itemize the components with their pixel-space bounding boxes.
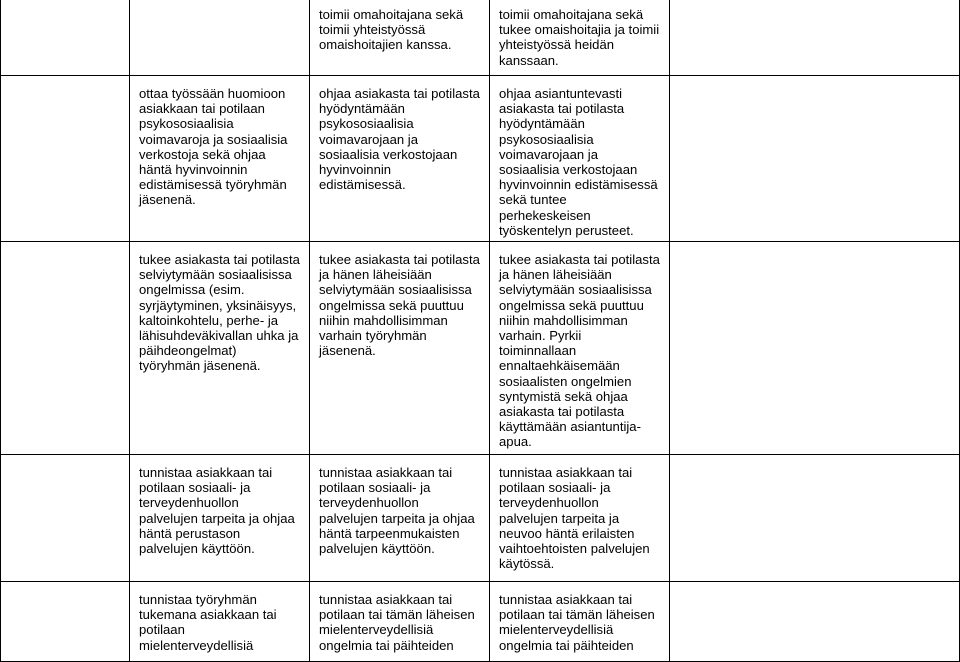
table-cell <box>310 455 490 582</box>
table-cell-empty <box>670 582 960 662</box>
table-cell-empty <box>1 455 130 582</box>
cell-text: toimii omahoitajana sekä toimii yhteistyössä omaishoitajien kanssa. <box>319 7 464 53</box>
table-cell <box>310 242 490 455</box>
table-cell <box>490 455 670 582</box>
table-cell-empty <box>1 76 130 242</box>
table-cell-empty <box>670 76 960 242</box>
table-cell <box>130 0 310 76</box>
cell-text: ottaa työssään huomioon asiakkaan tai potilaan psykososiaalisia voimavaroja ja sosiaalisia verkostoja sekä ohjaa häntä hyvinvoinnin edistämisessä työryhmän jäsenenä. <box>139 86 288 208</box>
table-cell <box>490 76 670 242</box>
table-cell <box>310 582 490 662</box>
table-cell-empty <box>670 455 960 582</box>
table-cell <box>310 76 490 242</box>
table-cell <box>490 242 670 455</box>
cell-text: toimii omahoitajana sekä tukee omaishoitajia ja toimii yhteistyössä heidän kanssaan. <box>499 7 660 68</box>
table-row <box>1 455 960 582</box>
cell-text: tunnistaa asiakkaan tai potilaan sosiaali- ja terveydenhuollon palvelujen tarpeita ja neuvoo häntä erilaisten vaihtoehtoisten palvelujen käytössä. <box>499 465 650 572</box>
table-cell <box>130 582 310 662</box>
table-cell <box>130 455 310 582</box>
table-cell <box>130 242 310 455</box>
cell-text: tunnistaa asiakkaan tai potilaan tai tämän läheisen mielenterveydellisiä ongelmia tai päihteiden <box>319 592 475 653</box>
cell-text: tunnistaa asiakkaan tai potilaan sosiaali- ja terveydenhuollon palvelujen tarpeita ja ohjaa häntä perustason palvelujen käyttöön. <box>139 465 295 557</box>
cell-text: tukee asiakasta tai potilasta ja hänen läheisiään selviytymään sosiaalisissa ongelmissa sekä puuttuu niihin mahdollisimman varhain. Pyrkii toiminnallaan ennaltaehkäisemään sosiaalisten ongelmien syntymistä sekä ohjaa asiakasta tai potilasta käyttämään asiantuntija- apua. <box>499 252 660 450</box>
table-row <box>1 582 960 662</box>
cell-text: tukee asiakasta tai potilasta ja hänen läheisiään selviytymään sosiaalisissa ongelmissa sekä puuttuu niihin mahdollisimman varhain työryhmän jäsenenä. <box>319 252 480 359</box>
table-row <box>1 242 960 455</box>
table-cell-empty <box>1 0 130 76</box>
cell-text: tukee asiakasta tai potilasta selviytymään sosiaalisissa ongelmissa (esim. syrjäytyminen, yksinäisyys, kaltoinkohtelu, perhe- ja lähisuhdeväkivallan uhka ja päihdeongelmat) työryhmän jäsenenä. <box>139 252 300 374</box>
table-cell <box>130 76 310 242</box>
table-cell-empty <box>1 582 130 662</box>
cell-text: tunnistaa asiakkaan tai potilaan tai tämän läheisen mielenterveydellisiä ongelmia tai päihteiden <box>499 592 655 653</box>
table-cell <box>490 0 670 76</box>
table-cell-empty <box>1 242 130 455</box>
table-row <box>1 0 960 76</box>
table-row <box>1 76 960 242</box>
cell-text: ohjaa asiantuntevasti asiakasta tai potilasta hyödyntämään psykososiaalisia voimavarojaan ja sosiaalisia verkostojaan hyvinvoinnin edistämisessä sekä tuntee perhekeskeisen työskentelyn perusteet. <box>499 86 658 238</box>
cell-text: tunnistaa työryhmän tukemana asiakkaan tai potilaan mielenterveydellisiä <box>139 592 277 653</box>
cell-text: tunnistaa asiakkaan tai potilaan sosiaali- ja terveydenhuollon palvelujen tarpeita ja ohjaa häntä tarpeenmukaisten palvelujen käyttöön. <box>319 465 475 557</box>
table-cell <box>310 0 490 76</box>
cell-text: ohjaa asiakasta tai potilasta hyödyntämään psykososiaalisia voimavarojaan ja sosiaalisia verkostojaan hyvinvoinnin edistämisessä. <box>319 86 480 193</box>
table-cell-empty <box>670 0 960 76</box>
table-cell-empty <box>670 242 960 455</box>
table-cell <box>490 582 670 662</box>
